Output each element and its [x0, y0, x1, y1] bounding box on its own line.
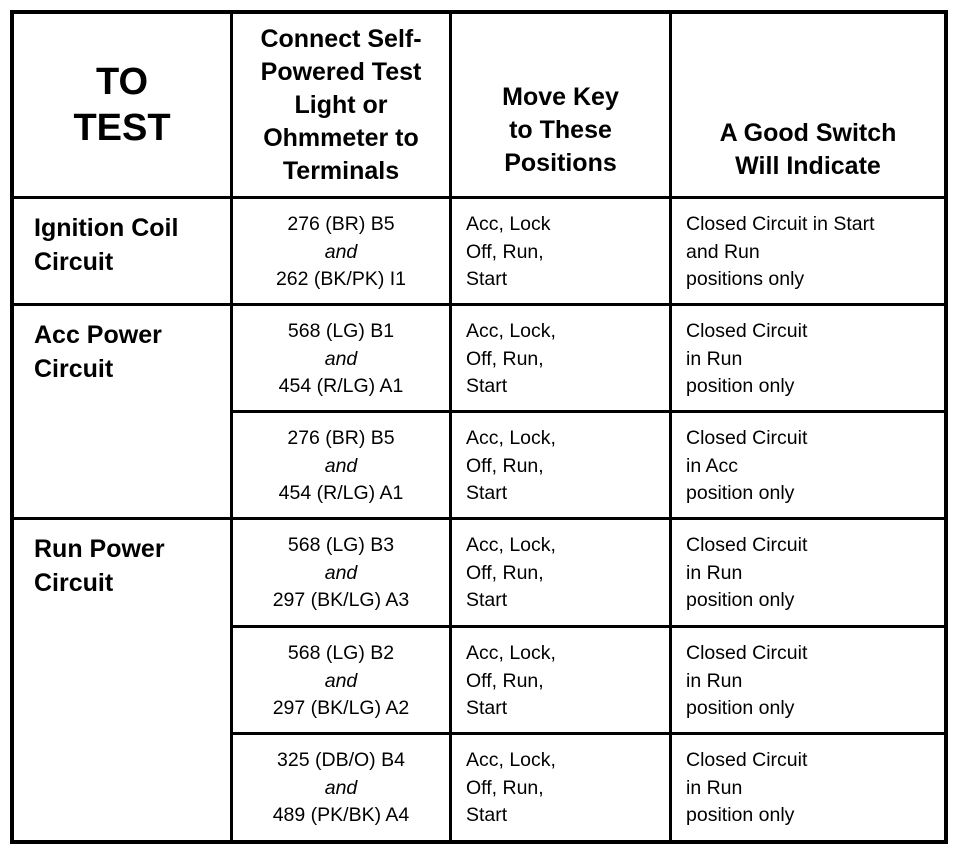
terminals-cell: 276 (BR) B5 and 262 (BK/PK) I1	[275, 213, 407, 290]
positions-cell: Acc, Lock, Off, Run, Start	[466, 749, 556, 826]
terminals-cell: 325 (DB/O) B4 and 489 (PK/BK) A4	[272, 749, 410, 826]
switch-test-table	[10, 10, 948, 844]
header-to-test: TO TEST	[73, 61, 171, 149]
test-acc-power-circuit: Acc Power Circuit	[34, 321, 162, 383]
indication-cell: Closed Circuit in Start and Run positions only	[686, 213, 875, 290]
header-move-key: Move Key to These Positions	[502, 82, 619, 177]
terminals-cell: 568 (LG) B3 and 297 (BK/LG) A3	[272, 534, 410, 611]
positions-cell: Acc, Lock, Off, Run, Start	[466, 427, 556, 504]
positions-cell: Acc, Lock Off, Run, Start	[466, 213, 551, 290]
indication-cell: Closed Circuit in Run position only	[686, 534, 808, 611]
indication-cell: Closed Circuit in Run position only	[686, 749, 808, 826]
positions-cell: Acc, Lock, Off, Run, Start	[466, 642, 556, 719]
test-run-power-circuit: Run Power Circuit	[34, 535, 165, 597]
header-good-switch: A Good Switch Will Indicate	[719, 119, 897, 180]
indication-cell: Closed Circuit in Run position only	[686, 320, 808, 397]
terminals-cell: 276 (BR) B5 and 454 (R/LG) A1	[278, 427, 404, 504]
header-connect-terminals: Connect Self- Powered Test Light or Ohmmeter to Terminals	[260, 24, 422, 185]
indication-cell: Closed Circuit in Acc position only	[686, 427, 808, 504]
positions-cell: Acc, Lock, Off, Run, Start	[466, 534, 556, 611]
test-ignition-coil-circuit: Ignition Coil Circuit	[34, 214, 179, 276]
positions-cell: Acc, Lock, Off, Run, Start	[466, 320, 556, 397]
terminals-cell: 568 (LG) B2 and 297 (BK/LG) A2	[272, 642, 410, 719]
indication-cell: Closed Circuit in Run position only	[686, 642, 808, 719]
terminals-cell: 568 (LG) B1 and 454 (R/LG) A1	[278, 320, 404, 397]
